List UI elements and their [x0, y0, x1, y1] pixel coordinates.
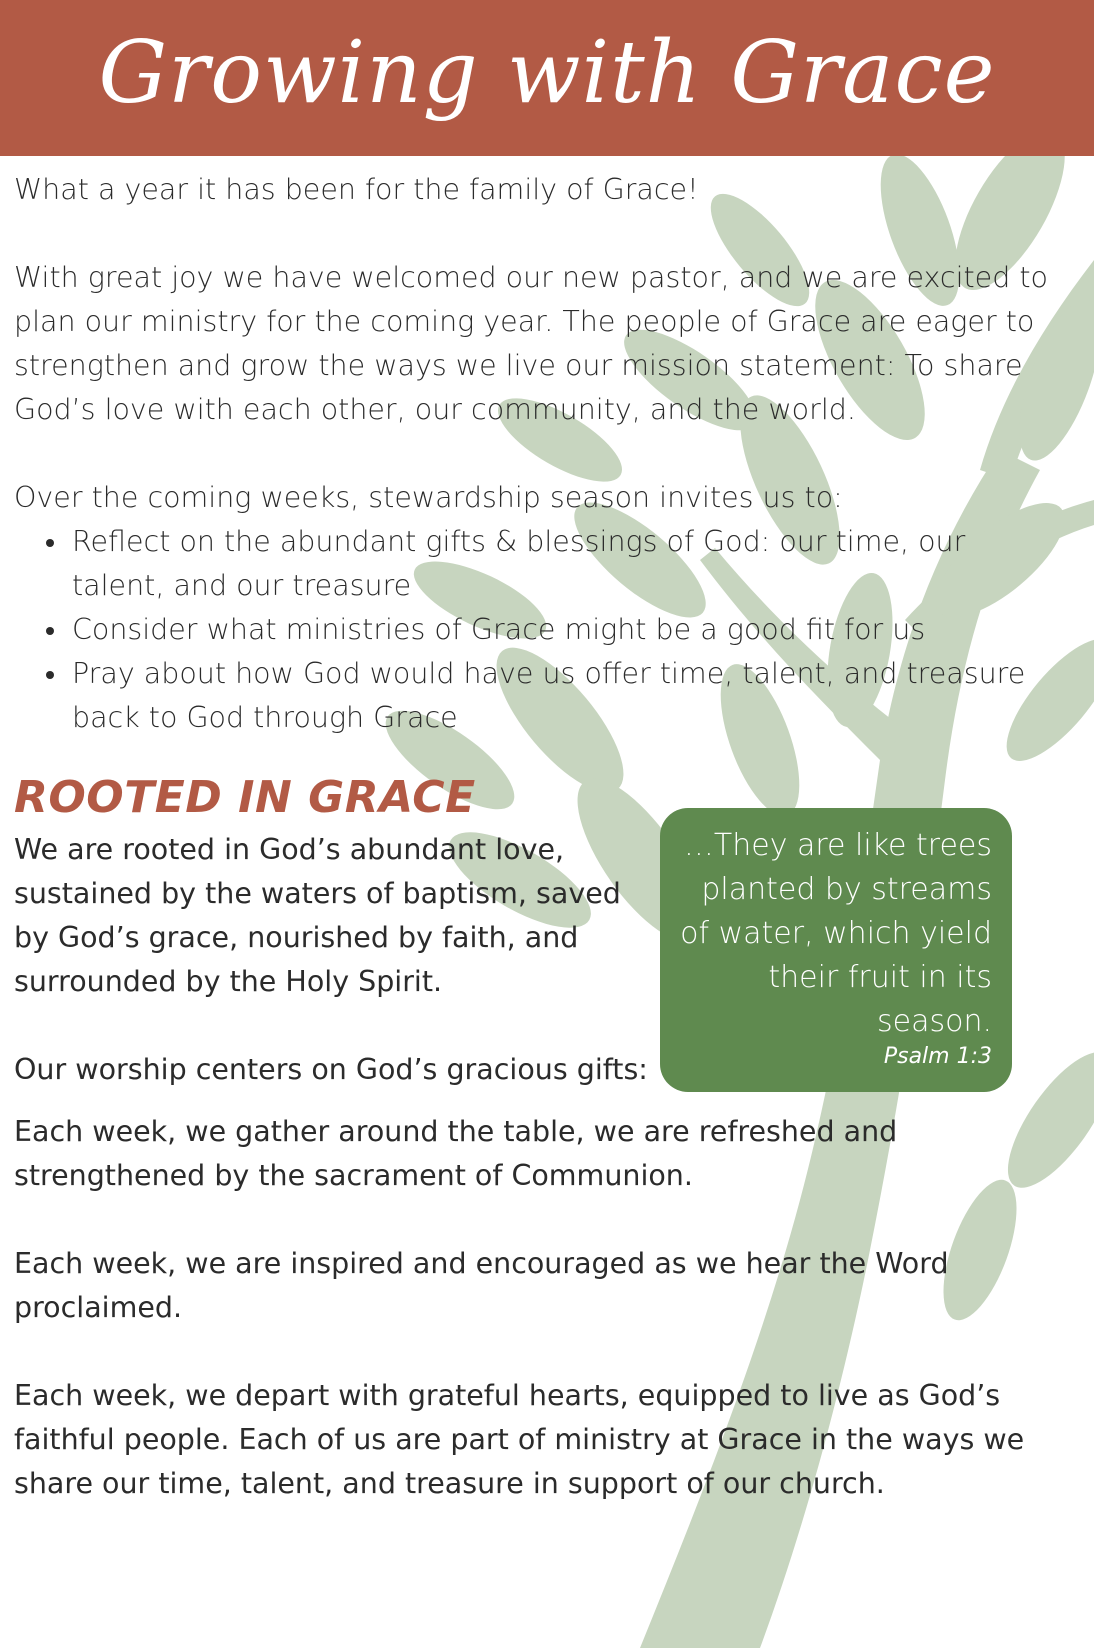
worship-lead: Our worship centers on God’s gracious gifts: — [14, 1053, 648, 1086]
quote-citation: Psalm 1:3 — [883, 1044, 992, 1069]
header-band — [0, 0, 1094, 156]
stewardship-list — [14, 520, 1064, 740]
page-title: Growing with Grace — [98, 23, 996, 123]
quote-text: …They are like trees planted by streams of water, which yield their fruit in its season. — [680, 828, 992, 1039]
depart-paragraph: Each week, we depart with grateful hearts, equipped to live as God’s faithful people. Each of us are part of ministry at Grace in the ways we share our time, talent, and treasure in support of our church. — [14, 1379, 1025, 1500]
closing-section — [14, 1110, 1054, 1506]
list-item: Pray about how God would have us offer time, talent, and treasure back to God through Grace — [38, 652, 1064, 740]
intro-welcome: With great joy we have welcomed our new pastor, and we are excited to plan our ministry for the coming year. The people of Grace are eager to strengthen and grow the ways we live our mission statement: To share God’s love with each other, our community, and the world. — [14, 261, 1048, 426]
scripture-quote-box — [660, 808, 1012, 1092]
list-item: Reflect on the abundant gifts & blessings of God: our time, our talent, and our treasure — [38, 520, 1064, 608]
word-paragraph: Each week, we are inspired and encouraged as we hear the Word proclaimed. — [14, 1247, 949, 1324]
section-heading-rooted: ROOTED IN GRACE — [14, 772, 476, 823]
invites-lead: Over the coming weeks, stewardship season invites us to: — [14, 481, 843, 514]
list-item: Consider what ministries of Grace might be a good fit for us — [38, 608, 1064, 652]
rooted-paragraph: We are rooted in God’s abundant love, sustained by the waters of baptism, saved by God’s grace, nourished by faith, and surrounded by the Holy Spirit. — [14, 833, 621, 998]
rooted-section — [14, 828, 664, 1092]
communion-paragraph: Each week, we gather around the table, we are refreshed and strengthened by the sacrament of Communion. — [14, 1115, 898, 1192]
intro-section — [14, 168, 1064, 740]
intro-opening: What a year it has been for the family of Grace! — [14, 173, 699, 206]
